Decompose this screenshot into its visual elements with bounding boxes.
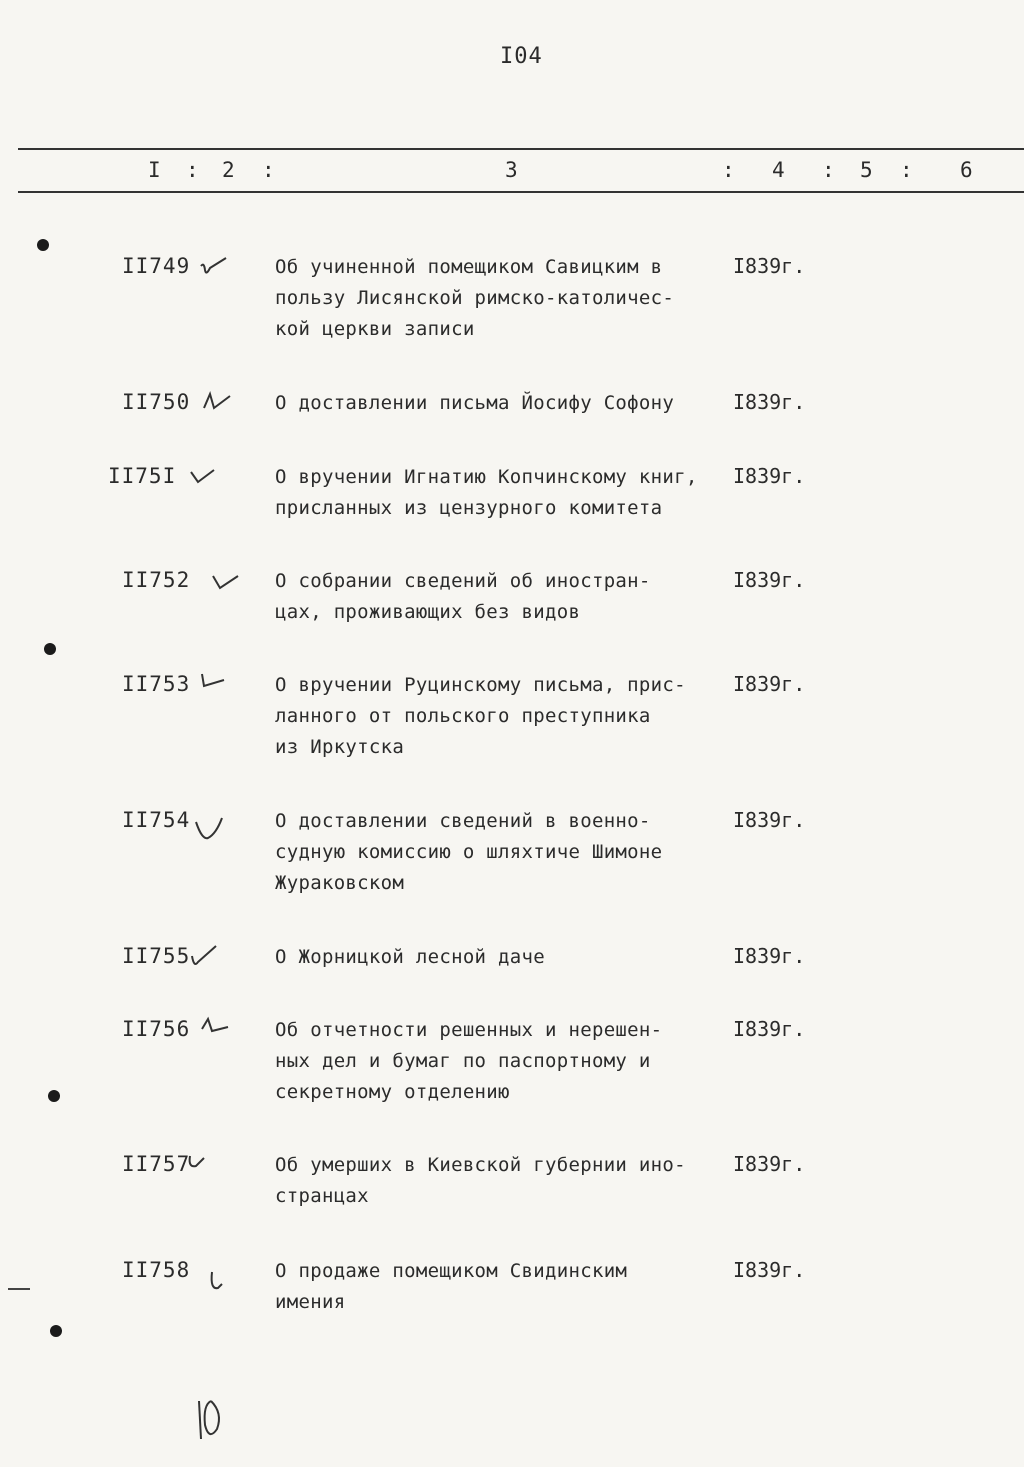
check-mark-icon: [190, 942, 220, 968]
entry-year: I839г.: [733, 808, 806, 832]
header-separator: :: [186, 158, 199, 182]
entry-year: I839г.: [733, 1152, 806, 1176]
entry-description: О продаже помещиком Свидинским имения: [275, 1260, 628, 1313]
header-separator: :: [900, 158, 913, 182]
entry-description: О вручении Игнатию Копчинскому книг, присланных из цензурного комитета: [275, 466, 698, 519]
header-separator: :: [262, 158, 275, 182]
entry-number: II758: [122, 1258, 191, 1282]
check-mark-icon: [186, 1150, 216, 1176]
entry-number: II756: [122, 1017, 191, 1041]
entry-description: Об умерших в Киевской губернии ино- странцах: [275, 1154, 686, 1207]
entry-description: О вручении Руцинскому письма, прис- ланного от польского преступника из Иркутска: [275, 674, 686, 758]
check-mark-icon: [198, 252, 228, 278]
check-mark-icon: [200, 1015, 230, 1041]
header-col-3: 3: [505, 158, 518, 182]
entry-number: II750: [122, 390, 191, 414]
entry-year: I839г.: [733, 390, 806, 414]
header-col-6: 6: [960, 158, 973, 182]
entry-number: II757: [122, 1152, 191, 1176]
binder-hole: [48, 1090, 60, 1102]
entry-number: II755: [122, 944, 191, 968]
header-top-rule: [18, 148, 1024, 150]
entry-number: II752: [122, 568, 191, 592]
entry-description: Об учиненной помещиком Савицким в пользу Лисянской римско-католичес- кой церкви записи: [275, 256, 675, 340]
check-mark-icon: [188, 462, 218, 488]
entry-description: О собрании сведений об иностран- цах, проживающих без видов: [275, 570, 651, 623]
entry-description: О Жорницкой лесной даче: [275, 946, 545, 968]
handwritten-sheet-number: [195, 1395, 225, 1443]
entry-description: О доставлении письма Йосифу Софону: [275, 392, 675, 414]
entry-year: I839г.: [733, 568, 806, 592]
binder-hole: [50, 1325, 62, 1337]
margin-dash: [8, 1288, 30, 1290]
header-bottom-rule: [18, 191, 1024, 193]
header-col-4: 4: [772, 158, 785, 182]
entry-year: I839г.: [733, 464, 806, 488]
check-mark-icon: [198, 670, 228, 696]
entry-year: I839г.: [733, 254, 806, 278]
entry-year: I839г.: [733, 1017, 806, 1041]
entry-number: II754: [122, 808, 191, 832]
entry-description: О доставлении сведений в военно- судную комиссию о шляхтиче Шимоне Жураковском: [275, 810, 663, 894]
header-col-5: 5: [860, 158, 873, 182]
entry-number: II75I: [108, 464, 177, 488]
entry-number: II749: [122, 254, 191, 278]
check-mark-icon: [202, 388, 232, 414]
page-number: I04: [500, 44, 543, 69]
binder-hole: [44, 643, 56, 655]
binder-hole: [37, 239, 49, 251]
entry-description: Об отчетности решенных и нерешен- ных дел и бумаг по паспортному и секретному отделению: [275, 1019, 663, 1103]
header-col-2: 2: [222, 158, 235, 182]
entry-year: I839г.: [733, 672, 806, 696]
check-mark-icon: [210, 566, 240, 592]
header-separator: :: [822, 158, 835, 182]
check-mark-icon: [194, 816, 224, 842]
check-mark-icon: [206, 1268, 236, 1294]
header-separator: :: [722, 158, 735, 182]
entry-year: I839г.: [733, 944, 806, 968]
entry-year: I839г.: [733, 1258, 806, 1282]
entry-number: II753: [122, 672, 191, 696]
header-col-1: I: [148, 158, 161, 182]
